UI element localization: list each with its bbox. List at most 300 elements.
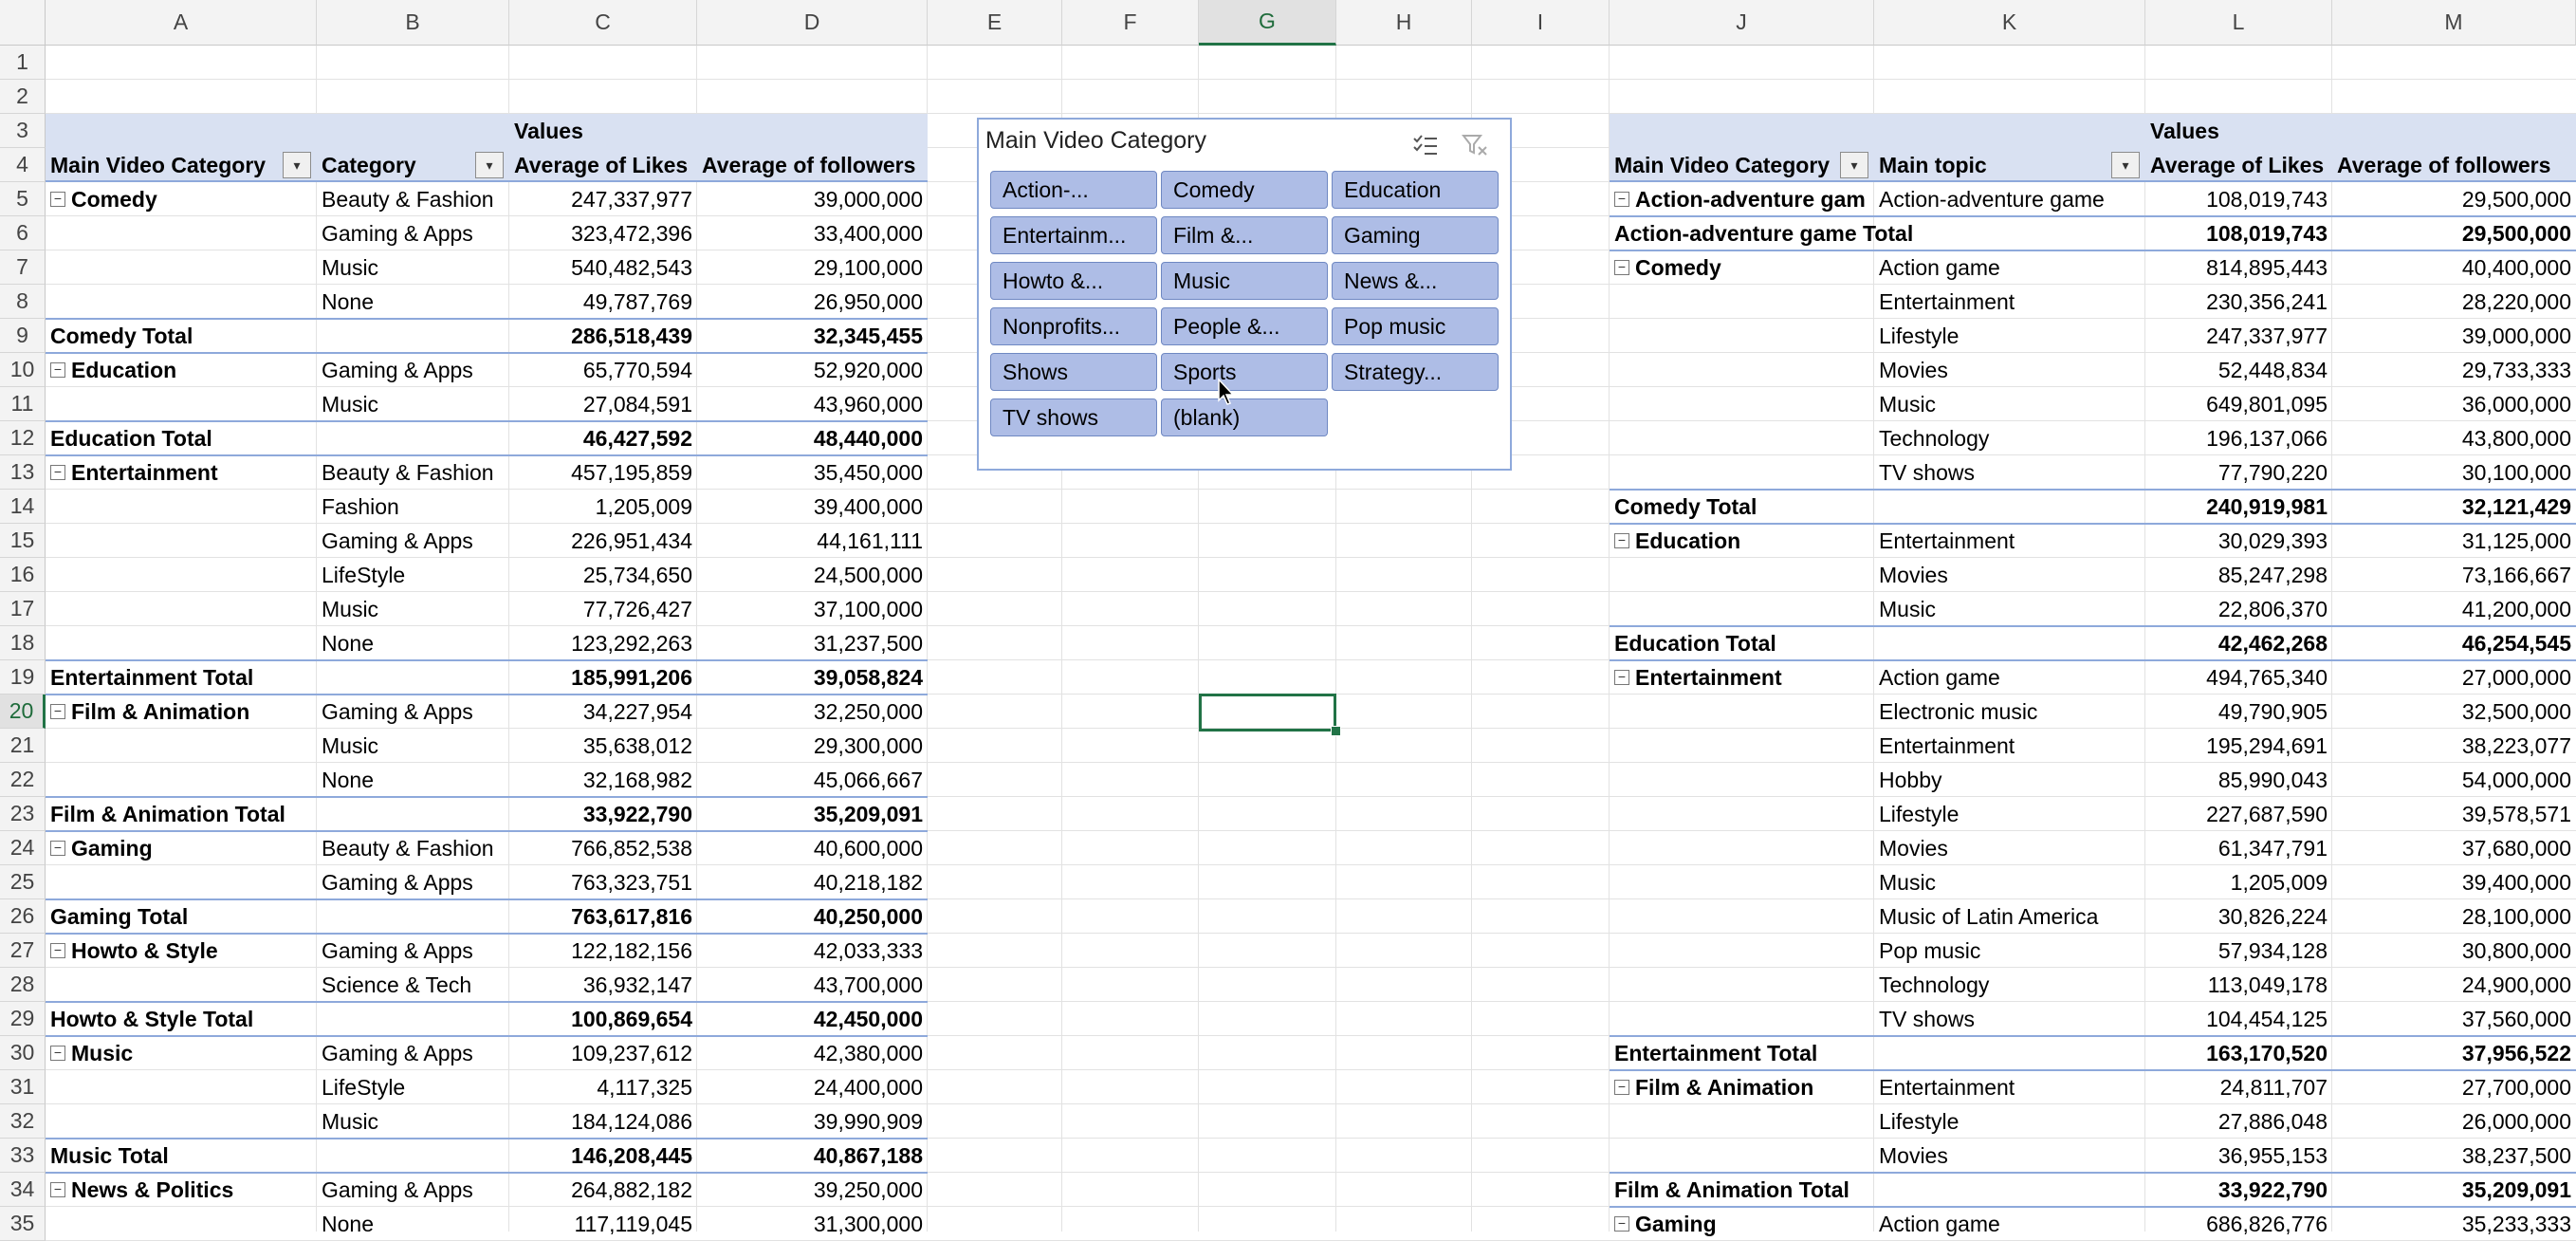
row-header-26[interactable]: 26 (0, 899, 46, 934)
pivot-row-category[interactable] (46, 763, 317, 797)
pivot-row-category[interactable] (1610, 797, 1874, 831)
pivot-row-category[interactable] (1610, 524, 1874, 558)
row-header-32[interactable]: 32 (0, 1104, 46, 1139)
slicer-item-button[interactable]: Comedy (1161, 171, 1328, 209)
row-header-14[interactable]: 14 (0, 490, 46, 524)
pivot-row-subcategory[interactable]: Gaming & Apps (322, 220, 473, 246)
pivot-row-subcategory[interactable]: None (322, 288, 374, 314)
slicer-item-button[interactable]: (blank) (1161, 398, 1328, 436)
slicer-item-button[interactable]: Howto &... (990, 262, 1157, 300)
pivot-row-subcategory[interactable]: Music (322, 732, 379, 758)
pivot-row-category[interactable] (1610, 285, 1874, 319)
pivot-row-category[interactable] (46, 1036, 317, 1070)
column-header-i[interactable]: I (1472, 0, 1610, 46)
pivot-row-subcategory[interactable]: Music (322, 596, 379, 621)
pivot-value-followers[interactable]: 73,166,667 (2461, 562, 2571, 587)
collapse-icon[interactable]: − (50, 943, 65, 958)
pivot-value-likes[interactable]: 49,787,769 (582, 288, 692, 314)
row-header-11[interactable]: 11 (0, 387, 46, 421)
pivot-row-category[interactable] (1610, 421, 1874, 455)
pivot-value-followers[interactable]: 35,450,000 (813, 459, 923, 485)
pivot-value-likes[interactable]: 35,638,012 (582, 732, 692, 758)
pivot-row-subcategory[interactable]: Action game (1879, 664, 2000, 690)
pivot-row-subcategory[interactable]: Beauty & Fashion (322, 459, 494, 485)
row-header-12[interactable]: 12 (0, 421, 46, 455)
pivot-value-followers[interactable]: 39,058,824 (813, 664, 923, 690)
pivot-row-subcategory[interactable]: Technology (1879, 972, 1990, 997)
collapse-icon[interactable]: − (50, 704, 65, 719)
pivot-value-likes[interactable]: 65,770,594 (582, 357, 692, 382)
pivot-row-category[interactable] (1610, 865, 1874, 899)
pivot-value-likes[interactable]: 494,765,340 (2206, 664, 2328, 690)
row-header-24[interactable]: 24 (0, 831, 46, 865)
filter-dropdown-icon[interactable]: ▾ (1840, 152, 1868, 178)
pivot-row-subcategory[interactable]: Music (322, 254, 379, 280)
slicer-item-button[interactable]: People &... (1161, 307, 1328, 345)
pivot-value-followers[interactable]: 27,000,000 (2461, 664, 2571, 690)
pivot-row-subcategory[interactable]: Beauty & Fashion (322, 835, 494, 861)
pivot-value-followers[interactable]: 43,700,000 (813, 972, 923, 997)
pivot-row-category[interactable] (1610, 831, 1874, 865)
pivot-value-followers[interactable]: 39,250,000 (813, 1176, 923, 1202)
collapse-icon[interactable]: − (1614, 670, 1629, 685)
slicer-item-button[interactable]: Gaming (1332, 216, 1499, 254)
pivot-value-followers[interactable]: 29,500,000 (2461, 220, 2571, 246)
pivot-value-likes[interactable]: 185,991,206 (571, 664, 692, 690)
pivot-row-category[interactable] (46, 968, 317, 1002)
pivot-row-subcategory[interactable]: Gaming & Apps (322, 869, 473, 895)
pivot-row-subcategory[interactable]: Gaming & Apps (322, 1040, 473, 1065)
slicer-item-button[interactable]: Music (1161, 262, 1328, 300)
pivot-row-subcategory[interactable]: Action-adventure game (1879, 186, 2105, 212)
pivot-value-followers[interactable]: 35,233,333 (2461, 1211, 2571, 1236)
pivot-row-subcategory[interactable]: Music (1879, 596, 1937, 621)
collapse-icon[interactable]: − (1614, 1080, 1629, 1095)
pivot-value-followers[interactable]: 41,200,000 (2461, 596, 2571, 621)
pivot-row-subcategory[interactable]: Gaming & Apps (322, 1176, 473, 1202)
pivot-value-followers[interactable]: 54,000,000 (2461, 767, 2571, 792)
pivot-value-followers[interactable]: 40,867,188 (813, 1142, 923, 1168)
pivot-value-likes[interactable]: 85,990,043 (2217, 767, 2328, 792)
pivot-row-subcategory[interactable]: Music (1879, 869, 1937, 895)
slicer-item-button[interactable]: Film &... (1161, 216, 1328, 254)
pivot-value-likes[interactable]: 323,472,396 (571, 220, 692, 246)
pivot-row-category[interactable] (1610, 1207, 1874, 1241)
row-header-18[interactable]: 18 (0, 626, 46, 660)
pivot-value-likes[interactable]: 104,454,125 (2206, 1006, 2328, 1031)
pivot-row-category[interactable] (1610, 1104, 1874, 1139)
pivot-value-likes[interactable]: 163,170,520 (2206, 1040, 2328, 1065)
row-header-33[interactable]: 33 (0, 1139, 46, 1173)
pivot-value-likes[interactable]: 34,227,954 (582, 698, 692, 724)
pivot-value-likes[interactable]: 36,932,147 (582, 972, 692, 997)
column-header-l[interactable]: L (2145, 0, 2332, 46)
pivot-value-followers[interactable]: 39,400,000 (2461, 869, 2571, 895)
row-header-4[interactable]: 4 (0, 148, 46, 182)
pivot-value-followers[interactable]: 29,100,000 (813, 254, 923, 280)
pivot-value-followers[interactable]: 43,800,000 (2461, 425, 2571, 451)
row-header-17[interactable]: 17 (0, 592, 46, 626)
pivot-value-likes[interactable]: 184,124,086 (571, 1108, 692, 1134)
pivot-row-subcategory[interactable]: Music (322, 391, 379, 417)
pivot-value-followers[interactable]: 26,950,000 (813, 288, 923, 314)
pivot-row-subcategory[interactable]: Lifestyle (1879, 801, 1960, 826)
pivot-value-likes[interactable]: 27,084,591 (582, 391, 692, 417)
pivot-value-followers[interactable]: 39,000,000 (813, 186, 923, 212)
fill-handle[interactable] (1331, 726, 1341, 736)
pivot-value-likes[interactable]: 49,790,905 (2217, 698, 2328, 724)
pivot-value-likes[interactable]: 686,826,776 (2206, 1211, 2328, 1236)
pivot-value-likes[interactable]: 33,922,790 (2217, 1176, 2328, 1202)
pivot-value-followers[interactable]: 40,250,000 (813, 903, 923, 929)
pivot-row-subcategory[interactable]: Lifestyle (1879, 323, 1960, 348)
pivot-value-followers[interactable]: 46,254,545 (2461, 630, 2571, 656)
pivot-value-followers[interactable]: 42,380,000 (813, 1040, 923, 1065)
pivot-value-followers[interactable]: 37,100,000 (813, 596, 923, 621)
pivot-value-followers[interactable]: 37,680,000 (2461, 835, 2571, 861)
row-header-8[interactable]: 8 (0, 285, 46, 319)
pivot-row-category[interactable] (1610, 353, 1874, 387)
pivot-row-category[interactable] (46, 558, 317, 592)
pivot-value-followers[interactable]: 37,560,000 (2461, 1006, 2571, 1031)
pivot-row-category[interactable] (46, 865, 317, 899)
pivot-value-likes[interactable]: 123,292,263 (571, 630, 692, 656)
pivot-value-likes[interactable]: 1,205,009 (2230, 869, 2328, 895)
pivot-value-followers[interactable]: 40,600,000 (813, 835, 923, 861)
pivot-row-subcategory[interactable]: Technology (1879, 425, 1990, 451)
pivot-value-likes[interactable]: 33,922,790 (582, 801, 692, 826)
slicer-item-button[interactable]: Action-... (990, 171, 1157, 209)
column-header-e[interactable]: E (928, 0, 1062, 46)
pivot-value-followers[interactable]: 42,033,333 (813, 937, 923, 963)
pivot-row-category[interactable] (1610, 1139, 1874, 1173)
pivot-row-subcategory[interactable]: Entertainment (1879, 288, 2015, 314)
pivot-row-subcategory[interactable]: TV shows (1879, 1006, 1975, 1031)
row-header-15[interactable]: 15 (0, 524, 46, 558)
pivot-row-subcategory[interactable]: TV shows (1879, 459, 1975, 485)
pivot-value-followers[interactable]: 28,100,000 (2461, 903, 2571, 929)
pivot-value-likes[interactable]: 57,934,128 (2217, 937, 2328, 963)
pivot-row-category[interactable] (1610, 899, 1874, 934)
pivot-row-category[interactable] (1610, 455, 1874, 490)
pivot-row-subcategory[interactable]: Fashion (322, 493, 399, 519)
pivot-value-followers[interactable]: 32,121,429 (2461, 493, 2571, 519)
column-header-k[interactable]: K (1874, 0, 2145, 46)
slicer-item-button[interactable]: TV shows (990, 398, 1157, 436)
pivot-row-category[interactable] (1610, 319, 1874, 353)
pivot-row-category[interactable] (1610, 729, 1874, 763)
row-header-35[interactable]: 35 (0, 1207, 46, 1241)
pivot-value-likes[interactable]: 36,955,153 (2217, 1142, 2328, 1168)
pivot-row-category[interactable] (1610, 558, 1874, 592)
pivot-value-followers[interactable]: 31,237,500 (813, 630, 923, 656)
pivot-value-likes[interactable]: 108,019,743 (2206, 186, 2328, 212)
column-header-d[interactable]: D (697, 0, 928, 46)
row-header-1[interactable]: 1 (0, 46, 46, 80)
row-header-6[interactable]: 6 (0, 216, 46, 250)
pivot-row-subcategory[interactable]: Movies (1879, 1142, 1948, 1168)
pivot-row-category[interactable] (46, 729, 317, 763)
collapse-icon[interactable]: − (1614, 1216, 1629, 1232)
pivot-row-subcategory[interactable]: Lifestyle (1879, 1108, 1960, 1134)
slicer-item-button[interactable]: Strategy... (1332, 353, 1499, 391)
column-header-m[interactable]: M (2332, 0, 2576, 46)
pivot-row-category[interactable] (1610, 592, 1874, 626)
slicer-item-button[interactable]: News &... (1332, 262, 1499, 300)
pivot-value-followers[interactable]: 29,500,000 (2461, 186, 2571, 212)
pivot-value-likes[interactable]: 1,205,009 (595, 493, 692, 519)
pivot-row-category[interactable] (46, 455, 317, 490)
column-header-b[interactable]: B (317, 0, 509, 46)
pivot-value-likes[interactable]: 763,323,751 (571, 869, 692, 895)
row-header-7[interactable]: 7 (0, 250, 46, 285)
row-header-2[interactable]: 2 (0, 80, 46, 114)
pivot-value-followers[interactable]: 36,000,000 (2461, 391, 2571, 417)
row-header-29[interactable]: 29 (0, 1002, 46, 1036)
pivot-value-followers[interactable]: 27,700,000 (2461, 1074, 2571, 1100)
row-header-30[interactable]: 30 (0, 1036, 46, 1070)
column-header-j[interactable]: J (1610, 0, 1874, 46)
pivot-row-subcategory[interactable]: Electronic music (1879, 698, 2038, 724)
pivot-row-subcategory[interactable]: None (322, 767, 374, 792)
collapse-icon[interactable]: − (1614, 533, 1629, 548)
pivot-value-followers[interactable]: 28,220,000 (2461, 288, 2571, 314)
pivot-value-likes[interactable]: 4,117,325 (597, 1074, 692, 1100)
pivot-row-subcategory[interactable]: Entertainment (1879, 1074, 2015, 1100)
row-header-5[interactable]: 5 (0, 182, 46, 216)
pivot-value-followers[interactable]: 24,500,000 (813, 562, 923, 587)
pivot-value-likes[interactable]: 195,294,691 (2206, 732, 2328, 758)
pivot-row-category[interactable] (1610, 387, 1874, 421)
pivot-value-likes[interactable]: 77,726,427 (582, 596, 692, 621)
pivot-value-likes[interactable]: 763,617,816 (571, 903, 692, 929)
pivot-row-subcategory[interactable]: Gaming & Apps (322, 528, 473, 553)
pivot-value-followers[interactable]: 30,800,000 (2461, 937, 2571, 963)
row-header-16[interactable]: 16 (0, 558, 46, 592)
pivot-row-subcategory[interactable]: Music of Latin America (1879, 903, 2099, 929)
pivot-value-likes[interactable]: 22,806,370 (2217, 596, 2328, 621)
select-all-corner[interactable] (0, 0, 46, 46)
pivot-value-likes[interactable]: 264,882,182 (571, 1176, 692, 1202)
pivot-value-followers[interactable]: 33,400,000 (813, 220, 923, 246)
filter-dropdown-icon[interactable]: ▾ (2111, 152, 2140, 178)
pivot-value-followers[interactable]: 40,400,000 (2461, 254, 2571, 280)
pivot-value-likes[interactable]: 52,448,834 (2217, 357, 2328, 382)
pivot-value-likes[interactable]: 25,734,650 (582, 562, 692, 587)
row-header-31[interactable]: 31 (0, 1070, 46, 1104)
pivot-row-category[interactable] (46, 1173, 317, 1207)
pivot-value-likes[interactable]: 814,895,443 (2206, 254, 2328, 280)
pivot-value-followers[interactable]: 43,960,000 (813, 391, 923, 417)
pivot-row-category[interactable] (1610, 1002, 1874, 1036)
pivot-value-likes[interactable]: 85,247,298 (2217, 562, 2328, 587)
pivot-row-subcategory[interactable]: Hobby (1879, 767, 1942, 792)
pivot-value-followers[interactable]: 39,000,000 (2461, 323, 2571, 348)
pivot-row-category[interactable] (1610, 182, 1874, 216)
multi-select-icon[interactable] (1409, 131, 1442, 159)
pivot-value-likes[interactable]: 196,137,066 (2206, 425, 2328, 451)
pivot-value-followers[interactable]: 32,500,000 (2461, 698, 2571, 724)
filter-dropdown-icon[interactable]: ▾ (475, 152, 504, 178)
pivot-row-category[interactable] (46, 592, 317, 626)
pivot-row-category[interactable] (46, 216, 317, 250)
pivot-row-subcategory[interactable]: Pop music (1879, 937, 1981, 963)
row-header-28[interactable]: 28 (0, 968, 46, 1002)
column-header-g[interactable]: G (1199, 0, 1336, 46)
row-header-19[interactable]: 19 (0, 660, 46, 695)
pivot-value-likes[interactable]: 540,482,543 (571, 254, 692, 280)
active-cell-g20[interactable] (1199, 694, 1336, 732)
pivot-row-category[interactable] (46, 831, 317, 865)
pivot-row-category[interactable] (1610, 968, 1874, 1002)
pivot-value-likes[interactable]: 227,687,590 (2206, 801, 2328, 826)
column-header-a[interactable]: A (46, 0, 317, 46)
collapse-icon[interactable]: − (50, 192, 65, 207)
pivot-value-likes[interactable]: 108,019,743 (2206, 220, 2328, 246)
pivot-value-followers[interactable]: 39,400,000 (813, 493, 923, 519)
pivot-value-followers[interactable]: 38,223,077 (2461, 732, 2571, 758)
pivot-row-category[interactable] (46, 695, 317, 729)
pivot-value-followers[interactable]: 52,920,000 (813, 357, 923, 382)
row-header-34[interactable]: 34 (0, 1173, 46, 1207)
pivot-row-subcategory[interactable]: Gaming & Apps (322, 357, 473, 382)
pivot-value-likes[interactable]: 240,919,981 (2206, 493, 2328, 519)
pivot-value-followers[interactable]: 30,100,000 (2461, 459, 2571, 485)
collapse-icon[interactable]: − (50, 841, 65, 856)
collapse-icon[interactable]: − (50, 362, 65, 378)
pivot-row-subcategory[interactable]: LifeStyle (322, 1074, 406, 1100)
pivot-value-likes[interactable]: 247,337,977 (571, 186, 692, 212)
row-header-20[interactable]: 20 (0, 695, 46, 729)
collapse-icon[interactable]: − (50, 1046, 65, 1061)
slicer-item-button[interactable]: Nonprofits... (990, 307, 1157, 345)
pivot-row-category[interactable] (46, 524, 317, 558)
pivot-value-likes[interactable]: 122,182,156 (571, 937, 692, 963)
pivot-value-likes[interactable]: 247,337,977 (2206, 323, 2328, 348)
pivot-row-subcategory[interactable]: Action game (1879, 254, 2000, 280)
pivot-value-likes[interactable]: 30,029,393 (2217, 528, 2328, 553)
pivot-row-subcategory[interactable]: Gaming & Apps (322, 937, 473, 963)
pivot-value-followers[interactable]: 37,956,522 (2461, 1040, 2571, 1065)
pivot-row-category[interactable] (46, 182, 317, 216)
clear-filter-icon[interactable] (1459, 131, 1491, 159)
column-header-f[interactable]: F (1062, 0, 1199, 46)
pivot-value-followers[interactable]: 29,733,333 (2461, 357, 2571, 382)
pivot-row-category[interactable] (46, 250, 317, 285)
row-header-25[interactable]: 25 (0, 865, 46, 899)
pivot-row-subcategory[interactable]: Movies (1879, 835, 1948, 861)
row-header-27[interactable]: 27 (0, 934, 46, 968)
row-header-9[interactable]: 9 (0, 319, 46, 353)
pivot-value-likes[interactable]: 32,168,982 (582, 767, 692, 792)
pivot-value-likes[interactable]: 226,951,434 (571, 528, 692, 553)
pivot-value-likes[interactable]: 649,801,095 (2206, 391, 2328, 417)
pivot-row-subcategory[interactable]: Action game (1879, 1211, 2000, 1236)
pivot-value-followers[interactable]: 24,400,000 (813, 1074, 923, 1100)
pivot-value-followers[interactable]: 39,990,909 (813, 1108, 923, 1134)
pivot-row-category[interactable] (1610, 763, 1874, 797)
pivot-value-likes[interactable]: 146,208,445 (571, 1142, 692, 1168)
pivot-value-followers[interactable]: 45,066,667 (813, 767, 923, 792)
pivot-row-subcategory[interactable]: Music (1879, 391, 1937, 417)
row-header-13[interactable]: 13 (0, 455, 46, 490)
slicer-item-button[interactable]: Education (1332, 171, 1499, 209)
pivot-row-subcategory[interactable]: Movies (1879, 562, 1948, 587)
slicer-item-button[interactable]: Pop music (1332, 307, 1499, 345)
pivot-value-followers[interactable]: 32,250,000 (813, 698, 923, 724)
pivot-value-followers[interactable]: 26,000,000 (2461, 1108, 2571, 1134)
pivot-row-category[interactable] (1610, 660, 1874, 695)
pivot-row-category[interactable] (1610, 695, 1874, 729)
pivot-value-likes[interactable]: 42,462,268 (2217, 630, 2328, 656)
pivot-row-subcategory[interactable]: Gaming & Apps (322, 698, 473, 724)
slicer-item-button[interactable]: Shows (990, 353, 1157, 391)
pivot-value-likes[interactable]: 109,237,612 (571, 1040, 692, 1065)
pivot-row-category[interactable] (1610, 250, 1874, 285)
pivot-value-likes[interactable]: 100,869,654 (571, 1006, 692, 1031)
pivot-row-category[interactable] (46, 285, 317, 319)
pivot-row-category[interactable] (46, 934, 317, 968)
pivot-value-followers[interactable]: 35,209,091 (2461, 1176, 2571, 1202)
pivot-row-category[interactable] (1610, 1070, 1874, 1104)
pivot-row-subcategory[interactable]: None (322, 630, 374, 656)
pivot-value-likes[interactable]: 457,195,859 (571, 459, 692, 485)
pivot-value-likes[interactable]: 230,356,241 (2206, 288, 2328, 314)
pivot-row-category[interactable] (46, 387, 317, 421)
slicer-item-button[interactable]: Sports (1161, 353, 1328, 391)
row-header-10[interactable]: 10 (0, 353, 46, 387)
pivot-row-category[interactable] (1610, 934, 1874, 968)
collapse-icon[interactable]: − (50, 1182, 65, 1197)
pivot-value-followers[interactable]: 29,300,000 (813, 732, 923, 758)
pivot-value-followers[interactable]: 38,237,500 (2461, 1142, 2571, 1168)
collapse-icon[interactable]: − (1614, 192, 1629, 207)
pivot-value-followers[interactable]: 35,209,091 (813, 801, 923, 826)
slicer-main-video-category[interactable] (977, 118, 1512, 471)
pivot-value-likes[interactable]: 766,852,538 (571, 835, 692, 861)
pivot-value-followers[interactable]: 32,345,455 (813, 323, 923, 348)
pivot-row-category[interactable] (46, 1070, 317, 1104)
pivot-value-followers[interactable]: 44,161,111 (817, 528, 923, 553)
pivot-row-subcategory[interactable]: Science & Tech (322, 972, 472, 997)
pivot-row-subcategory[interactable]: Music (322, 1108, 379, 1134)
pivot-value-followers[interactable]: 40,218,182 (813, 869, 923, 895)
pivot-value-followers[interactable]: 31,125,000 (2461, 528, 2571, 553)
pivot-value-followers[interactable]: 24,900,000 (2461, 972, 2571, 997)
pivot-row-category[interactable] (46, 1207, 317, 1241)
pivot-value-followers[interactable]: 39,578,571 (2461, 801, 2571, 826)
row-header-3[interactable]: 3 (0, 114, 46, 148)
pivot-row-subcategory[interactable]: Beauty & Fashion (322, 186, 494, 212)
pivot-row-subcategory[interactable]: Entertainment (1879, 732, 2015, 758)
pivot-value-followers[interactable]: 42,450,000 (813, 1006, 923, 1031)
pivot-row-category[interactable] (46, 490, 317, 524)
row-header-22[interactable]: 22 (0, 763, 46, 797)
pivot-value-likes[interactable]: 113,049,178 (2207, 972, 2328, 997)
pivot-value-followers[interactable]: 48,440,000 (813, 425, 923, 451)
pivot-row-subcategory[interactable]: LifeStyle (322, 562, 406, 587)
pivot-value-likes[interactable]: 27,886,048 (2217, 1108, 2328, 1134)
column-header-h[interactable]: H (1336, 0, 1472, 46)
collapse-icon[interactable]: − (50, 465, 65, 480)
pivot-row-subcategory[interactable]: Entertainment (1879, 528, 2015, 553)
pivot-row-subcategory[interactable]: None (322, 1211, 374, 1236)
row-header-21[interactable]: 21 (0, 729, 46, 763)
pivot-row-category[interactable] (46, 353, 317, 387)
pivot-value-likes[interactable]: 61,347,791 (2217, 835, 2328, 861)
pivot-value-likes[interactable]: 117,119,045 (574, 1211, 692, 1236)
pivot-row-subcategory[interactable]: Movies (1879, 357, 1948, 382)
